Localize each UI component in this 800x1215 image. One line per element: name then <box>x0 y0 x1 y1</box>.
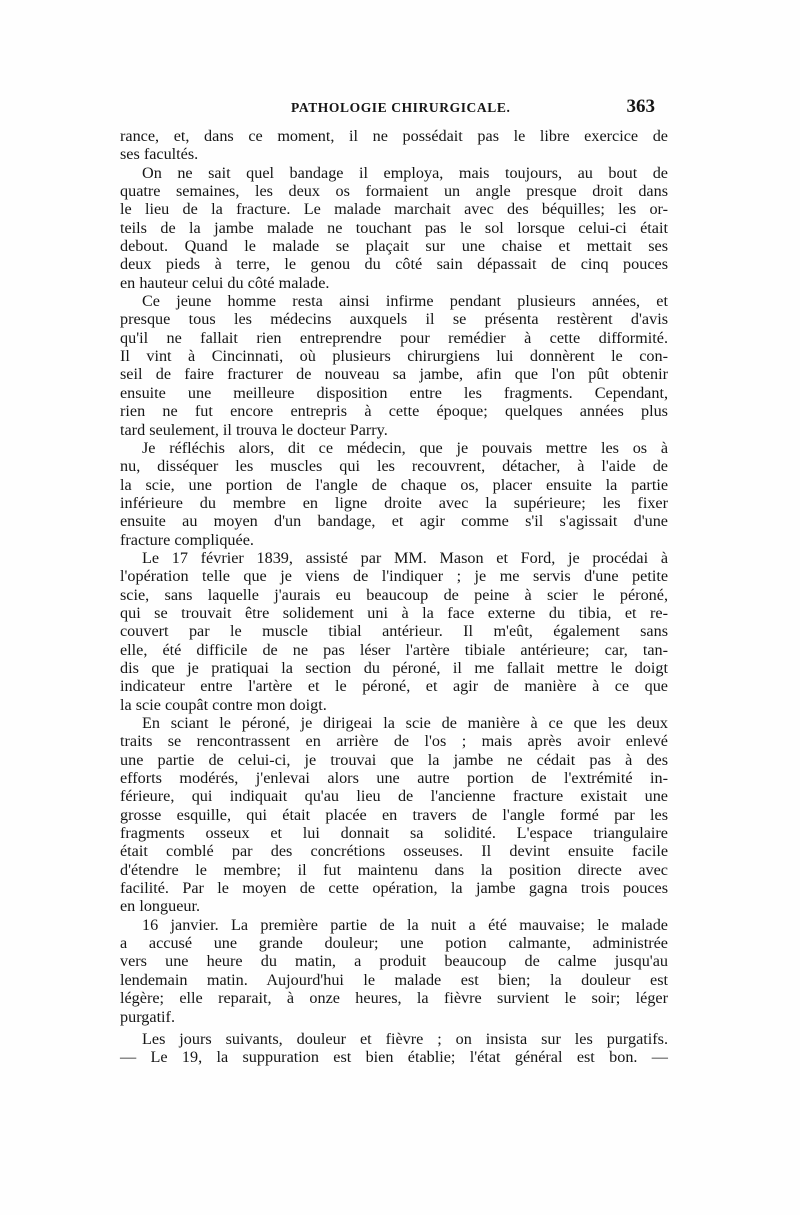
text-line: inférieure du membre en ligne droite avec la supérieure; les fixer <box>120 493 668 512</box>
text-line: indicateur entre l'artère et le péroné, et agir de manière à ce que <box>120 677 668 696</box>
text-line: rance, et, dans ce moment, il ne possédait pas le libre exercice de <box>120 127 668 145</box>
text-line: facilité. Par le moyen de cette opération, la jambe gagna trois pouces <box>120 879 668 898</box>
text-line: presque tous les médecins auxquels il se présenta restèrent d'avis <box>120 310 668 329</box>
text-line: — Le 19, la suppuration est bien établie; l'état général est bon. — <box>120 1048 668 1067</box>
text-line: qui se trouvait être solidement uni à la face externe du tibia, et re- <box>120 603 668 622</box>
text-line: Le 17 février 1839, assisté par MM. Mason et Ford, je procédai à <box>142 548 668 567</box>
text-line: la scie, une portion de l'angle de chaque os, placer ensuite la partie <box>120 475 668 494</box>
text-line: couvert par le muscle tibial antérieur. Il m'eût, également sans <box>120 622 668 641</box>
text-line: l'opération telle que je viens de l'indiquer ; je me servis d'une petite <box>120 567 668 586</box>
text-line: ensuite au moyen d'un bandage, et agir comme s'il s'agissait d'une <box>120 512 668 531</box>
body-text <box>120 127 668 1067</box>
text-line: On ne sait quel bandage il employa, mais toujours, au bout de <box>142 163 668 182</box>
text-line: Je réfléchis alors, dit ce médecin, que je pouvais mettre les os à <box>142 438 668 457</box>
text-line: seil de faire fracturer de nouveau sa jambe, afin que l'on pût obtenir <box>120 365 668 384</box>
text-line: quatre semaines, les deux os formaient un angle presque droit dans <box>120 182 668 201</box>
text-line: En sciant le péroné, je dirigeai la scie de manière à ce que les deux <box>142 714 668 732</box>
text-line: la scie coupât contre mon doigt. <box>120 695 327 714</box>
text-line: vers une heure du matin, a produit beaucoup de calme jusqu'au <box>120 952 668 971</box>
text-line: dis que je pratiquai la section du péroné, il me fallait mettre le doigt <box>120 658 668 677</box>
text-line: purgatif. <box>120 1007 175 1026</box>
text-line: grosse esquille, qui était placée en travers de l'angle formé par les <box>120 805 668 824</box>
text-line: ensuite une meilleure disposition entre les fragments. Cependant, <box>120 383 668 402</box>
text-line: scie, sans laquelle j'aurais eu beaucoup de peine à scier le péroné, <box>120 585 668 604</box>
text-line: d'étendre le membre; il fut maintenu dans la position directe avec <box>120 860 668 879</box>
text-line: Il vint à Cincinnati, où plusieurs chirurgiens lui donnèrent le con- <box>120 347 668 366</box>
text-line: était comblé par des concrétions osseuses. Il devint ensuite facile <box>120 842 668 861</box>
text-line: nu, disséquer les muscles qui les recouvrent, détacher, à l'aide de <box>120 457 668 476</box>
text-line: légère; elle reparait, à onze heures, la fièvre survient le soir; léger <box>120 989 668 1008</box>
text-line: férieure, qui indiquait qu'au lieu de l'ancienne fracture existait une <box>120 787 668 806</box>
text-line: efforts modérés, j'enlevai alors une autre portion de l'extrémité in- <box>120 769 668 788</box>
text-line: 16 janvier. La première partie de la nuit a été mauvaise; le malade <box>142 915 668 934</box>
text-line: lendemain matin. Aujourd'hui le malade est bien; la douleur est <box>120 970 668 989</box>
text-line: Ce jeune homme resta ainsi infirme pendant plusieurs années, et <box>142 292 668 311</box>
page-number: 363 <box>626 96 655 117</box>
text-line: elle, été difficile de ne pas léser l'artère tibiale antérieure; car, tan- <box>120 640 668 659</box>
text-line: rien ne fut encore entrepris à cette époque; quelques années plus <box>120 402 668 421</box>
text-line: qu'il ne fallait rien entreprendre pour remédier à cette difformité. <box>120 328 668 347</box>
text-line: a accusé une grande douleur; une potion calmante, administrée <box>120 934 668 953</box>
running-title: PATHOLOGIE CHIRURGICALE. <box>291 100 511 115</box>
text-line: ses facultés. <box>120 145 199 164</box>
text-line: une partie de celui-ci, je trouvai que la jambe ne cédait pas à des <box>120 750 668 769</box>
text-line: debout. Quand le malade se plaçait sur une chaise et mettait ses <box>120 237 668 256</box>
text-line: en longueur. <box>120 897 201 916</box>
text-line: fracture compliquée. <box>120 530 254 549</box>
text-line: teils de la jambe malade ne touchant pas le sol lorsque celui-ci était <box>120 218 668 237</box>
text-line: deux pieds à terre, le genou du côté sain dépassait de cinq pouces <box>120 255 668 274</box>
text-line: le lieu de la fracture. Le malade marchait avec des béquilles; les or- <box>120 200 668 219</box>
text-line: fragments osseux et lui donnait sa solidité. L'espace triangulaire <box>120 824 668 843</box>
page-header <box>120 98 655 120</box>
text-line: en hauteur celui du côté malade. <box>120 273 330 292</box>
text-line: tard seulement, il trouva le docteur Parry. <box>120 420 388 439</box>
text-line: Les jours suivants, douleur et fièvre ; on insista sur les purgatifs. <box>142 1029 668 1048</box>
text-line: traits se rencontrassent en arrière de l'os ; mais après avoir enlevé <box>120 732 668 751</box>
